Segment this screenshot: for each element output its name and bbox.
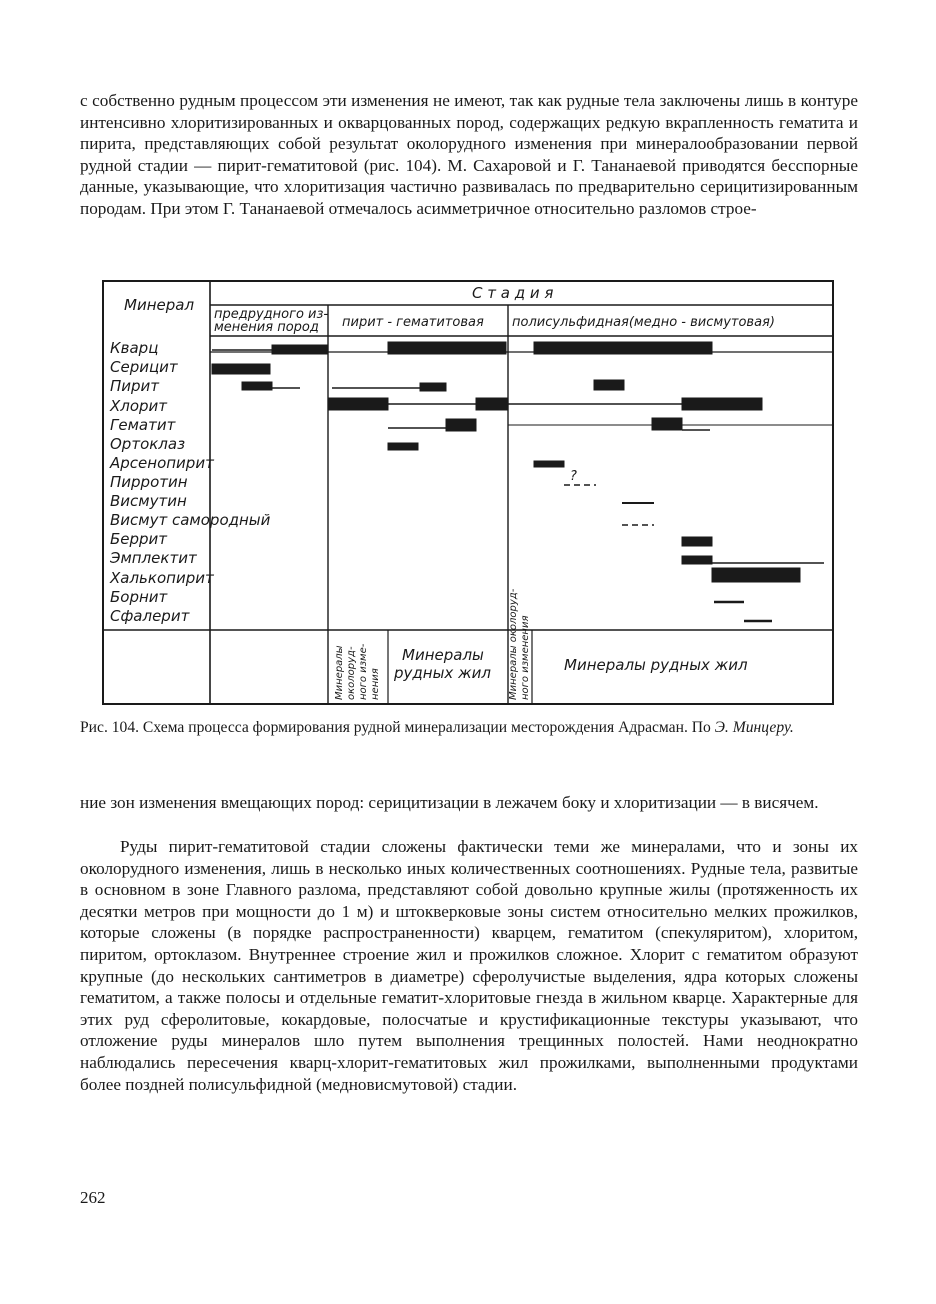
paragraph-top: с собственно рудным процессом эти изменения не имеют, так как рудные тела заключены лишь в контуре интенсивно хлоритизированных и окварцованных пород, содержащих редкую вкрапленность гематита и пирита, представляющих собой результат околорудного изменения при минералообразовании первой рудной стадии — пирит-гематитовой (рис. 104). М. Сахаровой и Г. Тананаевой приводятся бесспорные данные, указывающие, что хлоритизация частично развивалась по предварительно серицитизированным породам. При этом Г. Тананаевой отмечалось асимметричное относительно разломов строе- bbox=[80, 91, 858, 218]
mineral-label: Эмплектит bbox=[110, 549, 197, 567]
bottom-label-2b: рудных жил bbox=[394, 664, 491, 682]
question-mark: ? bbox=[570, 469, 577, 484]
bar-thick bbox=[682, 537, 712, 546]
stage-pyrite-hematite: пирит - гематитовая bbox=[342, 315, 484, 330]
mineral-label: Сфалерит bbox=[110, 607, 190, 625]
caption-author: Э. Минцеру. bbox=[714, 719, 794, 736]
bottom-label-1a: Минералы bbox=[334, 645, 345, 700]
caption-text: Рис. 104. Схема процесса формирования рудной минерализации месторождения Адрасман. По bbox=[80, 719, 715, 736]
mineral-bars bbox=[212, 342, 824, 621]
bar-thick bbox=[534, 342, 712, 354]
bar-thick bbox=[242, 382, 272, 390]
mineral-label: Ортоклаз bbox=[110, 435, 186, 453]
mineral-label: Гематит bbox=[110, 416, 176, 434]
bar-thick bbox=[328, 398, 388, 410]
bar-thick bbox=[534, 461, 564, 467]
bar-thick bbox=[388, 342, 506, 354]
bottom-label-1d: нения bbox=[370, 668, 381, 700]
bar-thick bbox=[272, 345, 328, 354]
bottom-label-3b: ного изменения bbox=[520, 615, 531, 700]
bottom-label-4: Минералы рудных жил bbox=[564, 656, 748, 674]
mineral-label: Висмутин bbox=[110, 492, 187, 510]
stage-pre-ore-1: предрудного из- bbox=[214, 307, 329, 322]
mineral-label: Хлорит bbox=[110, 397, 168, 415]
paragraph-main: Руды пирит-гематитовой стадии сложены фактически теми же минералами, что и зоны их околорудного изменения, лишь в несколько иных количественных соотношениях. Рудные тела, развитые в основном в зоне Главного разлома, представляют собой довольно крупные жилы (протяженность их десятки метров при мощности до 1 м) и штокверковые зоны систем относительно мелких прожилков, которые сложены (в порядке распространенности) кварцем, гематитом (спекуляритом), хлоритом, пиритом, ортоклазом. Внутреннее строение жил и прожилков сложное. Хлорит с гематитом образуют крупные (до нескольких сантиметров в диаметре) сферолучистые выделения, ядра которых сложены гематитом, а также полосы и отдельные гематит-хлоритовые гнезда в жильном кварце. Характерные для этих руд сферолитовые, кокардовые, полосчатые и крустификационные текстуры указывают, что отложение руды минералов шло путем выполнения трещинных полостей. Нами неоднократно наблюдались пересечения кварц-хлорит-гематитовых жил прожилками, выполненными продуктами более поздней полисульфидной (медновисмутовой) стадии. bbox=[80, 837, 858, 1094]
paragraph-continuation: ние зон изменения вмещающих пород: серицитизации в лежачем боку и хлоритизации — в висячем. bbox=[80, 793, 819, 812]
mineral-label: Пирит bbox=[110, 377, 160, 395]
bar-thick bbox=[594, 380, 624, 390]
bar-thick bbox=[712, 568, 800, 582]
figure-caption bbox=[80, 718, 858, 738]
bar-thick bbox=[388, 443, 418, 450]
bottom-row bbox=[334, 588, 748, 700]
bar-thick bbox=[682, 398, 762, 410]
stage-pre-ore-2: менения пород bbox=[214, 320, 319, 335]
mineralization-diagram bbox=[102, 280, 836, 708]
header-mineral: Минерал bbox=[124, 296, 195, 314]
bottom-label-1b: околоруд- bbox=[346, 646, 357, 700]
mineral-label: Серицит bbox=[110, 358, 178, 376]
bar-thick bbox=[420, 383, 446, 391]
mineral-label: Беррит bbox=[110, 530, 168, 548]
bar-thick bbox=[446, 419, 476, 431]
mineral-label: Кварц bbox=[110, 339, 159, 357]
bar-thick bbox=[212, 364, 270, 374]
bottom-label-2a: Минералы bbox=[402, 646, 484, 664]
bar-thick bbox=[652, 418, 682, 430]
bar-thick bbox=[476, 398, 508, 410]
stage-polysulfide: полисульфидная(медно - висмутовая) bbox=[512, 315, 775, 330]
mineral-label: Висмут самородный bbox=[110, 511, 271, 529]
mineral-label: Халькопирит bbox=[110, 569, 214, 587]
mineral-label: Арсенопирит bbox=[110, 454, 214, 472]
mineral-label: Пирротин bbox=[110, 473, 188, 491]
bar-thick bbox=[682, 556, 712, 564]
page-number: 262 bbox=[80, 1188, 106, 1207]
bottom-label-1c: ного изме- bbox=[358, 643, 369, 700]
bottom-label-3a: Минералы околоруд- bbox=[508, 588, 519, 700]
header-stage: С т а д и я bbox=[472, 284, 554, 302]
mineral-label: Борнит bbox=[110, 588, 168, 606]
